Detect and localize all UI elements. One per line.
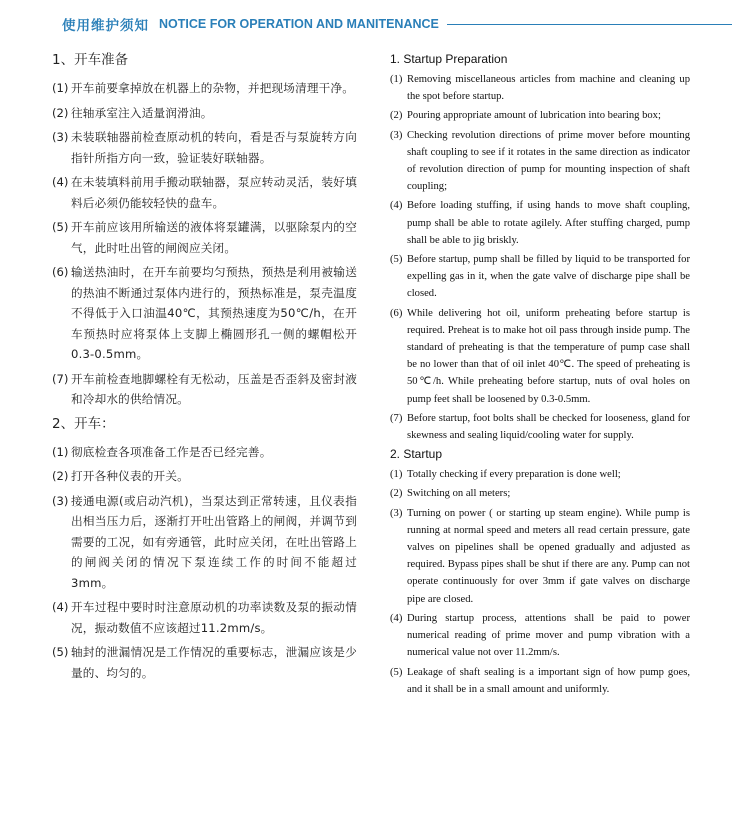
item-text: 开车过程中要时时注意原动机的功率读数及泵的振动情况，振动数值不应该超过11.2mm/s。 — [71, 600, 357, 635]
item-number: (4) — [390, 612, 403, 624]
list-item — [52, 217, 357, 258]
item-text: During startup process, attentions shall be paid to power numerical reading of prime mover and pump vibration with a numerical value not over 11.2mm/s. — [407, 612, 690, 659]
header-rule — [447, 24, 732, 25]
item-text: Before startup, foot bolts shall be checked for looseness, gland for skewness and sealing liquid/cooling water for supply. — [407, 412, 690, 442]
list-item — [390, 305, 690, 408]
item-text: 开车前应该用所输送的液体将泵罐满，以驱除泵内的空气，此时吐出管的闸阀应关闭。 — [71, 220, 357, 255]
list-item — [52, 466, 357, 487]
list-item — [390, 610, 690, 662]
list-item — [52, 262, 357, 365]
section-heading-startup-en: 2. Startup — [390, 447, 443, 462]
item-number: (7) — [52, 371, 69, 386]
item-number: (1) — [390, 469, 403, 481]
list-item — [390, 485, 690, 502]
item-number: (4) — [52, 600, 69, 614]
item-text: 开车前要拿掉放在机器上的杂物，并把现场清理干净。 — [71, 81, 355, 95]
list-item — [390, 251, 690, 303]
section-list-startup-preparation-cn — [52, 78, 357, 410]
item-number: (6) — [52, 265, 69, 279]
chinese-column — [52, 46, 357, 687]
list-item — [390, 197, 690, 249]
section-heading-startup-preparation-cn: 1、开车准备 — [52, 52, 129, 68]
section-heading-startup-preparation-en: 1. Startup Preparation — [390, 52, 508, 66]
item-number: (1) — [52, 81, 69, 95]
item-text: Totally checking if every preparation is done well; — [407, 469, 621, 481]
item-number: (2) — [390, 488, 403, 500]
item-number: (7) — [390, 412, 403, 424]
list-item — [390, 466, 690, 483]
item-number: (3) — [390, 129, 403, 141]
section-list-startup-cn — [52, 442, 357, 684]
section-list-startup-en — [390, 466, 690, 698]
item-text: Turning on power ( or starting up steam engine). While pump is running at normal speed and meters all read certain pressure, gate valves on pipelines shall be opened gradually and adjusted as required. Bypass pipes shall be shut if there are any. Pump can not operate continuously for over 3mm if gate valves on discharge pipe are closed. — [407, 507, 690, 605]
list-item — [52, 442, 357, 463]
item-text: Removing miscellaneous articles from machine and cleaning up the spot before startup. — [407, 74, 690, 103]
item-text: While delivering hot oil, uniform preheating before startup is required. Preheat is to make hot oil pass through inside pump. The standard of preheating is that the temperature of pump case shall be no lower than that of oil inlet 40℃. The speed of preheating is 50℃/h. While preheating before startup, nuts of oval holes on pump feet shall be loosened by 0.3-0.5mm. — [407, 307, 690, 405]
list-item — [390, 505, 690, 608]
header-title-en: NOTICE FOR OPERATION AND MANITENANCE — [159, 17, 439, 31]
item-number: (5) — [52, 220, 69, 234]
list-item — [52, 491, 357, 594]
item-text: 接通电源(或启动汽机)，当泵达到正常转速，且仪表指出相当压力后，逐渐打开吐出管路上的闸阀，并调节到需要的工况，如有旁通管，此时应关闭，在吐出管路上的闸阀关闭的情况下泵连续工作的时间不能超过3mm。 — [71, 493, 357, 590]
item-number: (1) — [52, 444, 69, 459]
page-header — [62, 12, 732, 36]
section-list-startup-preparation-en — [390, 71, 690, 444]
item-text: 彻底检查各项准备工作是否已经完善。 — [71, 444, 272, 459]
item-text: 打开各种仪表的开关。 — [71, 469, 189, 483]
item-text: Checking revolution directions of prime mover before mounting shaft coupling to see if it rotates in the same direction as indicator of revolution direction of pump for mounting inspection of shaft coupling; — [407, 129, 690, 193]
item-number: (4) — [52, 175, 69, 189]
list-item — [390, 71, 690, 105]
list-item — [52, 103, 357, 124]
header-title-cn: 使用维护须知 — [62, 18, 149, 34]
list-item — [52, 369, 357, 410]
list-item — [390, 107, 690, 124]
item-number: (2) — [52, 469, 69, 483]
item-number: (2) — [390, 110, 403, 122]
item-number: (3) — [390, 507, 403, 519]
item-text: 轴封的泄漏情况是工作情况的重要标志，泄漏应该是少量的、均匀的。 — [71, 645, 357, 680]
item-number: (5) — [52, 645, 69, 659]
item-text: 在未装填料前用手搬动联轴器，泵应转动灵活，装好填料后必须仍能较轻快的盘车。 — [71, 175, 357, 210]
item-number: (6) — [390, 307, 403, 319]
item-text: Before loading stuffing, if using hands to move shaft coupling, pump shall be able to rotate agilely. After stuffing charged, pump shall be able to jig briskly. — [407, 200, 690, 246]
item-text: 输送热油时，在开车前要均匀预热，预热是利用被输送的热油不断通过泵体内进行的，预热标准是，泵壳温度不得低于入口油温40℃，其预热速度为50℃/h，在开车预热时应将泵体上支脚上椭圆形孔一侧的螺帽松开0.3-0.5mm。 — [71, 265, 357, 361]
list-item — [52, 172, 357, 213]
item-text: 往轴承室注入适量润滑油。 — [71, 105, 213, 120]
list-item — [390, 664, 690, 698]
item-number: (5) — [390, 254, 403, 266]
list-item — [52, 78, 357, 99]
list-item — [52, 127, 357, 168]
item-number: (2) — [52, 105, 69, 120]
item-number: (5) — [390, 666, 403, 678]
item-text: 开车前检查地脚螺栓有无松动，压盖是否歪斜及密封液和冷却水的供给情况。 — [71, 371, 357, 406]
list-item — [390, 410, 690, 444]
section-heading-startup-cn: 2、开车： — [52, 415, 115, 432]
item-number: (3) — [52, 130, 69, 144]
item-text: 未装联轴器前检查原动机的转向，看是否与泵旋转方向指针所指方向一致，验证装好联轴器。 — [71, 130, 357, 165]
item-number: (4) — [390, 200, 403, 212]
item-number: (1) — [390, 74, 403, 85]
item-text: Switching on all meters; — [407, 488, 511, 500]
item-text: Leakage of shaft sealing is a important sign of how pump goes, and it shall be in a small amount and uniformly. — [407, 666, 690, 695]
item-number: (3) — [52, 493, 69, 508]
list-item — [52, 642, 357, 683]
english-column — [390, 51, 690, 700]
item-text: Pouring appropriate amount of lubrication into bearing box; — [407, 110, 661, 122]
list-item — [52, 597, 357, 638]
item-text: Before startup, pump shall be filled by liquid to be transported for expelling gas in it, when the gate valve of discharge pipe shall be closed. — [407, 254, 690, 300]
list-item — [390, 127, 690, 196]
